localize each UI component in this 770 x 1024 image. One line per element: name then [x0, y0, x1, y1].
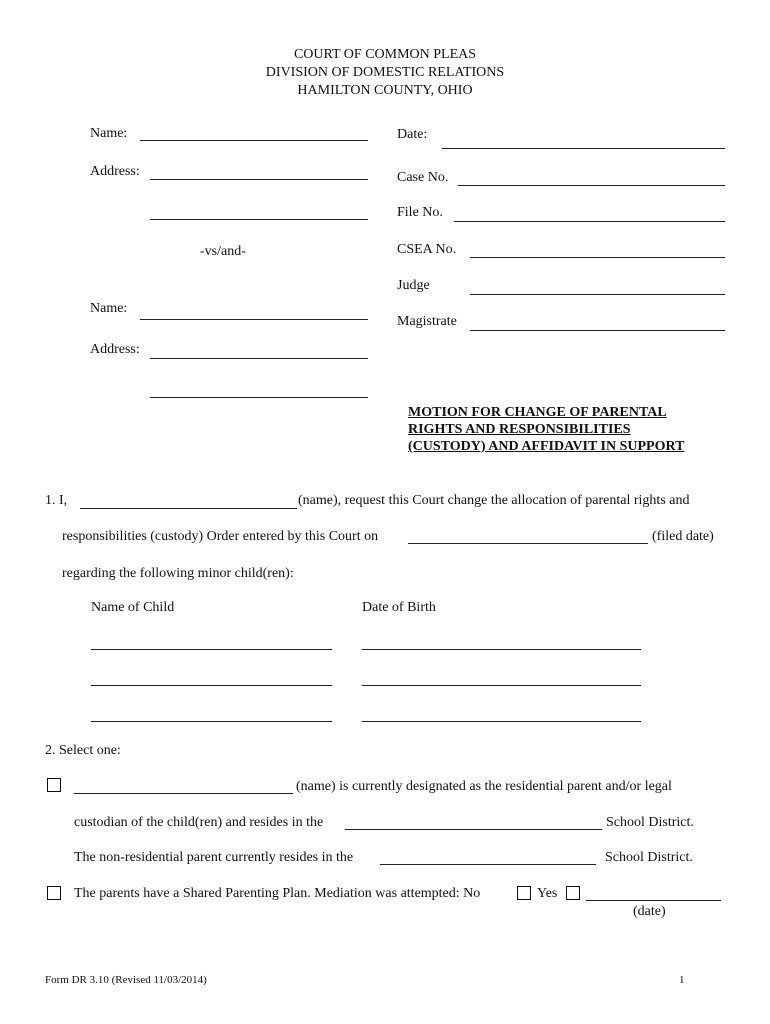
- mediation-yes-checkbox[interactable]: [566, 886, 580, 900]
- mediation-date-field[interactable]: [586, 900, 721, 901]
- court-division: DIVISION OF DOMESTIC RELATIONS: [265, 65, 505, 80]
- school-district-field-2[interactable]: [380, 864, 596, 865]
- school-district-label-1: School District.: [606, 815, 694, 830]
- option1-checkbox[interactable]: [47, 778, 61, 792]
- date-label: Date:: [397, 127, 428, 142]
- csea-no-label: CSEA No.: [397, 242, 457, 257]
- child-dob-field-1[interactable]: [362, 649, 641, 650]
- address2-label: Address:: [90, 342, 140, 357]
- child-dob-field-2[interactable]: [362, 685, 641, 686]
- section1-line3: regarding the following minor child(ren):: [62, 566, 294, 581]
- name2-field[interactable]: [140, 319, 368, 320]
- title-line-1: MOTION FOR CHANGE OF PARENTAL: [408, 405, 667, 420]
- name-label: Name:: [90, 126, 128, 141]
- court-county: HAMILTON COUNTY, OHIO: [297, 83, 473, 98]
- csea-no-field[interactable]: [470, 257, 725, 258]
- section2-heading: 2. Select one:: [45, 743, 121, 758]
- section1-line2: responsibilities (custody) Order entered by this Court on: [62, 529, 379, 544]
- child-dob-field-3[interactable]: [362, 721, 641, 722]
- title-line-2: RIGHTS AND RESPONSIBILITIES: [408, 422, 631, 437]
- judge-label: Judge: [397, 278, 430, 293]
- section1-line1: (name), request this Court change the allocation of parental rights and: [298, 493, 690, 508]
- filed-date-label: (filed date): [652, 529, 714, 544]
- option2-checkbox[interactable]: [47, 886, 61, 900]
- residential-parent-name-field[interactable]: [74, 793, 293, 794]
- address-field-2[interactable]: [150, 219, 368, 220]
- magistrate-label: Magistrate: [397, 314, 457, 329]
- yes-label: Yes: [537, 886, 558, 901]
- mediation-date-label: (date): [633, 904, 666, 919]
- mediation-no-checkbox[interactable]: [517, 886, 531, 900]
- page-number: 1: [679, 974, 685, 986]
- court-name: COURT OF COMMON PLEAS: [293, 47, 477, 62]
- file-no-label: File No.: [397, 205, 443, 220]
- col-date-of-birth: Date of Birth: [362, 600, 436, 615]
- movant-name-field[interactable]: [80, 508, 297, 509]
- address2-field-2[interactable]: [150, 397, 368, 398]
- case-no-label: Case No.: [397, 170, 449, 185]
- date-field[interactable]: [442, 148, 725, 149]
- case-no-field[interactable]: [458, 185, 725, 186]
- child-name-field-1[interactable]: [91, 649, 332, 650]
- option2-text: The parents have a Shared Parenting Plan. Mediation was attempted: No: [74, 886, 481, 901]
- name-field[interactable]: [140, 140, 368, 141]
- vs-label: -vs/and-: [200, 244, 246, 259]
- judge-field[interactable]: [470, 294, 725, 295]
- col-name-of-child: Name of Child: [91, 600, 175, 615]
- form-id: Form DR 3.10 (Revised 11/03/2014): [45, 974, 207, 986]
- child-name-field-3[interactable]: [91, 721, 332, 722]
- title-line-3: (CUSTODY) AND AFFIDAVIT IN SUPPORT: [408, 439, 685, 454]
- filed-date-field[interactable]: [408, 543, 648, 544]
- name2-label: Name:: [90, 301, 128, 316]
- school-district-field-1[interactable]: [345, 829, 602, 830]
- option1-text: (name) is currently designated as the residential parent and/or legal: [296, 779, 672, 794]
- option1-line2: custodian of the child(ren) and resides in the: [74, 815, 324, 830]
- school-district-label-2: School District.: [605, 850, 693, 865]
- address2-field-1[interactable]: [150, 358, 368, 359]
- child-name-field-2[interactable]: [91, 685, 332, 686]
- magistrate-field[interactable]: [470, 330, 725, 331]
- address-field-1[interactable]: [150, 179, 368, 180]
- address-label: Address:: [90, 164, 140, 179]
- option1-line3: The non-residential parent currently resides in the: [74, 850, 354, 865]
- section1-prefix: 1. I,: [45, 493, 68, 508]
- file-no-field[interactable]: [454, 221, 725, 222]
